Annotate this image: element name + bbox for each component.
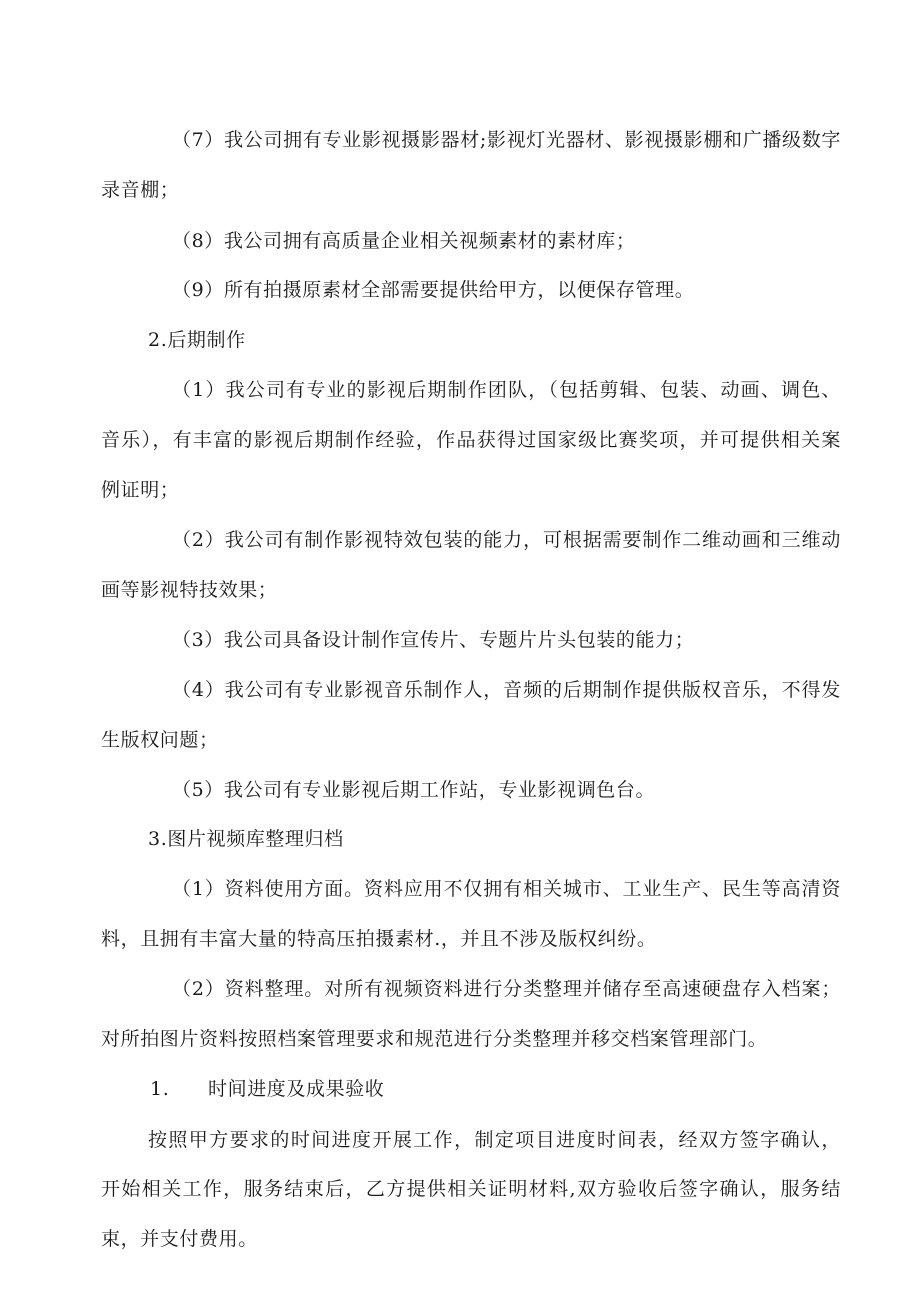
section-title: 时间进度及成果验收 — [208, 1078, 385, 1100]
post-item-3: （3）我公司具备设计制作宣传片、专题片片头包装的能力； — [172, 629, 695, 651]
schedule-line-2: 开始相关工作，服务结束后，乙方提供相关证明材料,双方验收后签字确认，服务结 — [101, 1178, 841, 1200]
paragraph-7-line-1: （7）我公司拥有专业影视摄影器材;影视灯光器材、影视摄影棚和广播级数字 — [172, 129, 841, 151]
section-heading-archive: 3.图片视频库整理归档 — [148, 828, 344, 850]
archive-item-2-line-2: 对所拍图片资料按照档案管理要求和规范进行分类整理并移交档案管理部门。 — [101, 1028, 768, 1050]
paragraph-8: （8）我公司拥有高质量企业相关视频素材的素材库； — [172, 230, 636, 252]
post-item-2-line-2: 画等影视特技效果； — [101, 579, 278, 601]
schedule-line-1: 按照甲方要求的时间进度开展工作，制定项目进度时间表，经双方签字确认， — [148, 1129, 841, 1151]
archive-item-2-line-1: （2）资料整理。对所有视频资料进行分类整理并储存至高速硬盘存入档案； — [172, 978, 841, 1000]
paragraph-9: （9）所有拍摄原素材全部需要提供给甲方，以便保存管理。 — [172, 279, 695, 301]
post-item-1-line-1: （1）我公司有专业的影视后期制作团队，（包括剪辑、包装、动画、调色、 — [172, 379, 841, 401]
post-item-4-line-2: 生版权问题； — [101, 729, 219, 751]
schedule-line-3: 束，并支付费用。 — [101, 1228, 258, 1250]
section-heading-post-production: 2.后期制作 — [148, 329, 246, 351]
section-heading-schedule — [150, 1077, 384, 1101]
post-item-5: （5）我公司有专业影视后期工作站，专业影视调色台。 — [172, 779, 656, 801]
post-item-4-line-1: （4）我公司有专业影视音乐制作人，音频的后期制作提供版权音乐，不得发 — [172, 679, 841, 701]
archive-item-1-line-1: （1）资料使用方面。资料应用不仅拥有相关城市、工业生产、民生等高清资 — [172, 878, 841, 900]
post-item-2-line-1: （2）我公司有制作影视特效包装的能力，可根据需要制作二维动画和三维动 — [172, 529, 841, 551]
post-item-1-line-3: 例证明； — [101, 479, 180, 501]
archive-item-1-line-2: 料，且拥有丰富大量的特高压拍摄素材.，并且不涉及版权纠纷。 — [101, 928, 657, 950]
section-number: 1. — [150, 1078, 170, 1100]
post-item-1-line-2: 音乐），有丰富的影视后期制作经验，作品获得过国家级比赛奖项，并可提供相关案 — [101, 429, 841, 451]
paragraph-7-line-2: 录音棚； — [101, 179, 180, 201]
